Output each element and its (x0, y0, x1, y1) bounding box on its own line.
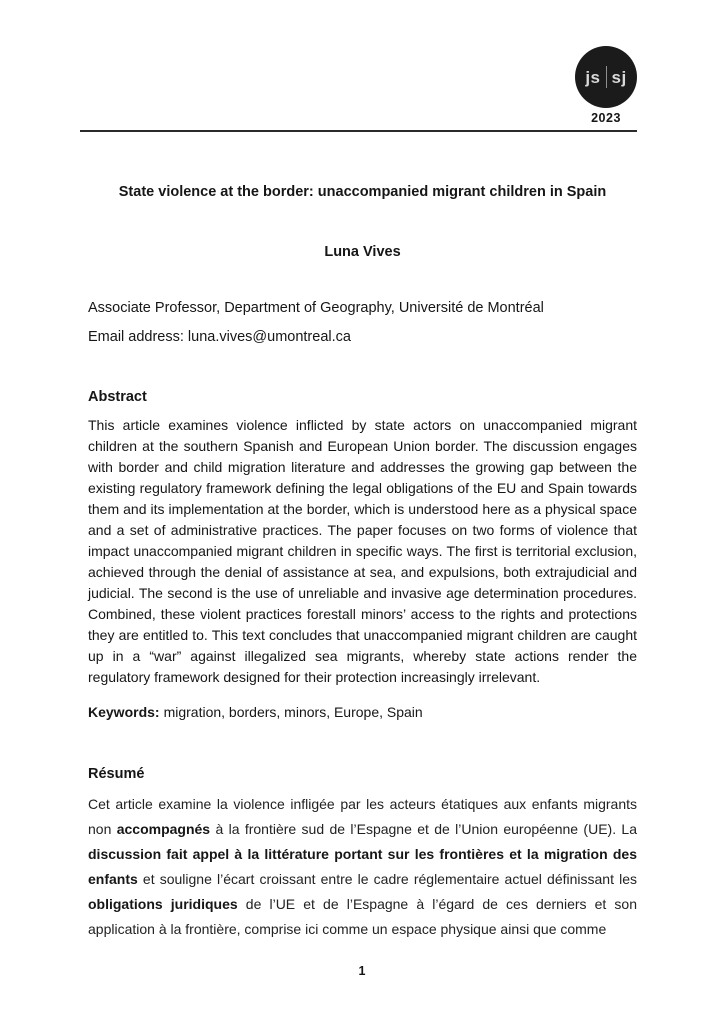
author-affiliation: Associate Professor, Department of Geography, Université de Montréal (88, 300, 544, 317)
resume-heading: Résumé (88, 766, 145, 783)
page-number: 1 (358, 964, 366, 978)
logo-text-left: js (585, 67, 601, 87)
keywords-label: Keywords: (88, 704, 160, 721)
resume-text-segment: à la frontière sud de l’Espagne et de l’Union européenne (UE). La (210, 821, 638, 838)
resume-text-segment: de l’UE et de l’Espagne à l’égard de ces derniers et son application à la frontière, comprise ici comme un espace physique ainsi que comme (88, 895, 637, 937)
author-name: Luna Vives (324, 244, 401, 261)
author-email-line: Email address: luna.vives@umontreal.ca (88, 329, 351, 346)
keywords-line (88, 704, 637, 720)
article-title: State violence at the border: unaccompanied migrant children in Spain (118, 184, 607, 200)
resume-text-segment: et souligne l’écart croissant entre le cadre réglementaire actuel définissant les (137, 871, 637, 888)
resume-bold-segment: accompagnés (116, 821, 211, 838)
logo-divider (606, 66, 607, 88)
publication-year: 2023 (591, 111, 621, 125)
journal-logo-block (575, 46, 637, 125)
journal-logo-icon (575, 46, 637, 108)
resume-bold-segment: obligations juridiques (88, 895, 238, 912)
abstract-paragraph: This article examines violence inflicted by state actors on unaccompanied migrant children at the southern Spanish and European Union border. The discussion engages with border and child migration literature and addresses the growing gap between the existing regulatory framework defining the legal obligations of the EU and Spain towards them and its implementation at the border, which is understood here as a physical space and a set of administrative practices. The paper focuses on two forms of violence that impact unaccompanied migrant children in specific ways. The first is territorial exclusion, achieved through the denial of assistance at sea, and expulsions, both extrajudicial and judicial. The second is the use of unreliable and invasive age determination procedures. Combined, these violent practices forestall minors’ access to the rights and protections they are entitled to. This text concludes that unaccompanied migrant children are caught up in a “war” against illegalized sea migrants, whereby state actions render the regulatory framework designed for their protection increasingly irrelevant. (88, 417, 637, 686)
journal-masthead (88, 0, 637, 127)
resume-text-segment: Cet article examine la violence infligée par les acteurs étatiques aux enfants migrants non (88, 796, 637, 838)
keywords-text: migration, borders, minors, Europe, Spain (163, 704, 423, 721)
header-rule (80, 130, 637, 132)
logo-text-right: sj (611, 67, 627, 87)
resume-bold-segment: discussion fait appel à la littérature portant sur les frontières et la migration des enfants (88, 846, 637, 888)
resume-paragraph (88, 792, 637, 941)
abstract-heading: Abstract (88, 389, 147, 406)
